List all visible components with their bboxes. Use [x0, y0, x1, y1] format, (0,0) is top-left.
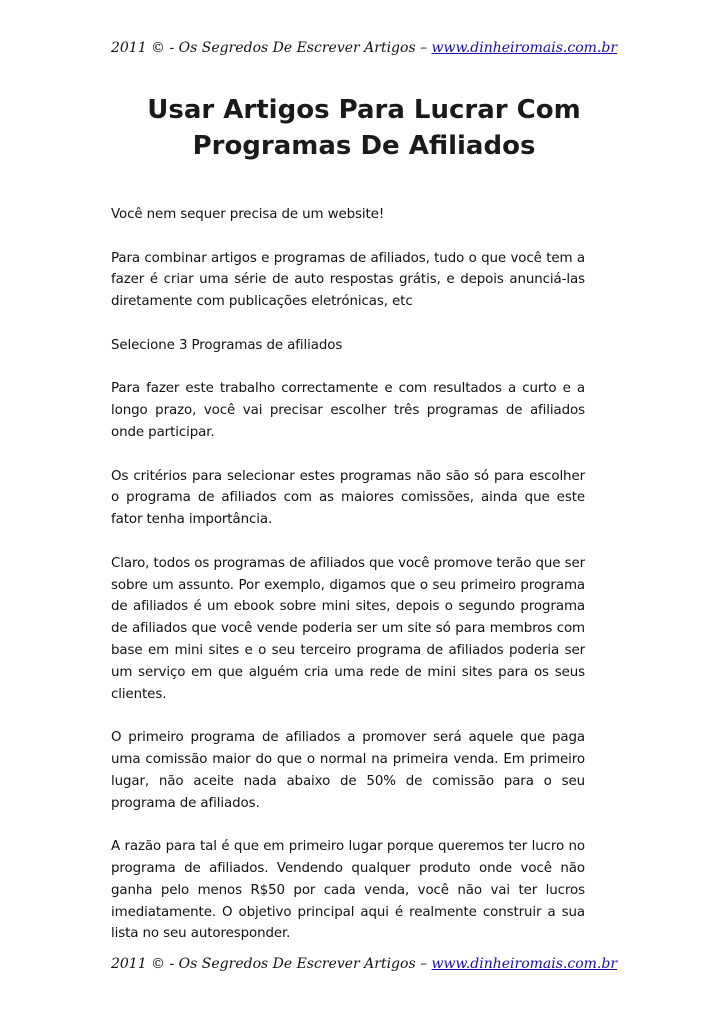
- page-footer: [0, 954, 728, 974]
- section-heading: Selecione 3 Programas de afiliados: [111, 337, 343, 353]
- title-line-2: Programas De Afiliados: [192, 131, 536, 161]
- header-copyright: 2011 © - Os Segredos De Escrever Artigos –: [110, 40, 432, 56]
- paragraph: Claro, todos os programas de afiliados que você promove terão que ser sobre um assunto. Por exemplo, digamos que o seu primeiro programa de afiliados é um ebook sobre mini sites, depois o segundo programa de afiliados que você vende poderia ser um site só para membros com base em mini sites e o seu terceiro programa de afiliados poderia ser um serviço em que alguém cria uma rede de mini sites para os seus clientes.: [111, 555, 585, 702]
- paragraph: O primeiro programa de afiliados a promover será aquele que paga uma comissão maior do que o normal na primeira venda. Em primeiro lugar, não aceite nada abaixo de 50% de comissão para o seu programa de afiliados.: [111, 730, 585, 811]
- footer-copyright: 2011 © - Os Segredos De Escrever Artigos –: [110, 956, 432, 972]
- article-body: [111, 204, 585, 967]
- paragraph: A razão para tal é que em primeiro lugar porque queremos ter lucro no programa de afiliados. Vendendo qualquer produto onde você não ganha pelo menos R$50 por cada venda, você não vai ter lucros imediatamente. O objetivo principal aqui é realmente construir a sua lista no seu autoresponder.: [111, 839, 585, 942]
- paragraph: Para combinar artigos e programas de afiliados, tudo o que você tem a fazer é criar uma série de auto respostas grátis, e depois anunciá-las diretamente com publicações eletrónicas, etc: [111, 250, 585, 310]
- header-website-link[interactable]: www.dinheiromais.com.br: [431, 40, 618, 56]
- footer-website-link[interactable]: www.dinheiromais.com.br: [431, 956, 618, 972]
- paragraph: Para fazer este trabalho correctamente e com resultados a curto e a longo prazo, você vai precisar escolher três programas de afiliados onde participar.: [111, 381, 585, 440]
- paragraph: Os critérios para selecionar estes programas não são só para escolher o programa de afiliados com as maiores comissões, ainda que este fator tenha importância.: [111, 468, 585, 528]
- page-title: [0, 92, 728, 164]
- page-header: [0, 38, 728, 58]
- paragraph: Você nem sequer precisa de um website!: [111, 207, 385, 222]
- title-line-1: Usar Artigos Para Lucrar Com: [147, 95, 581, 125]
